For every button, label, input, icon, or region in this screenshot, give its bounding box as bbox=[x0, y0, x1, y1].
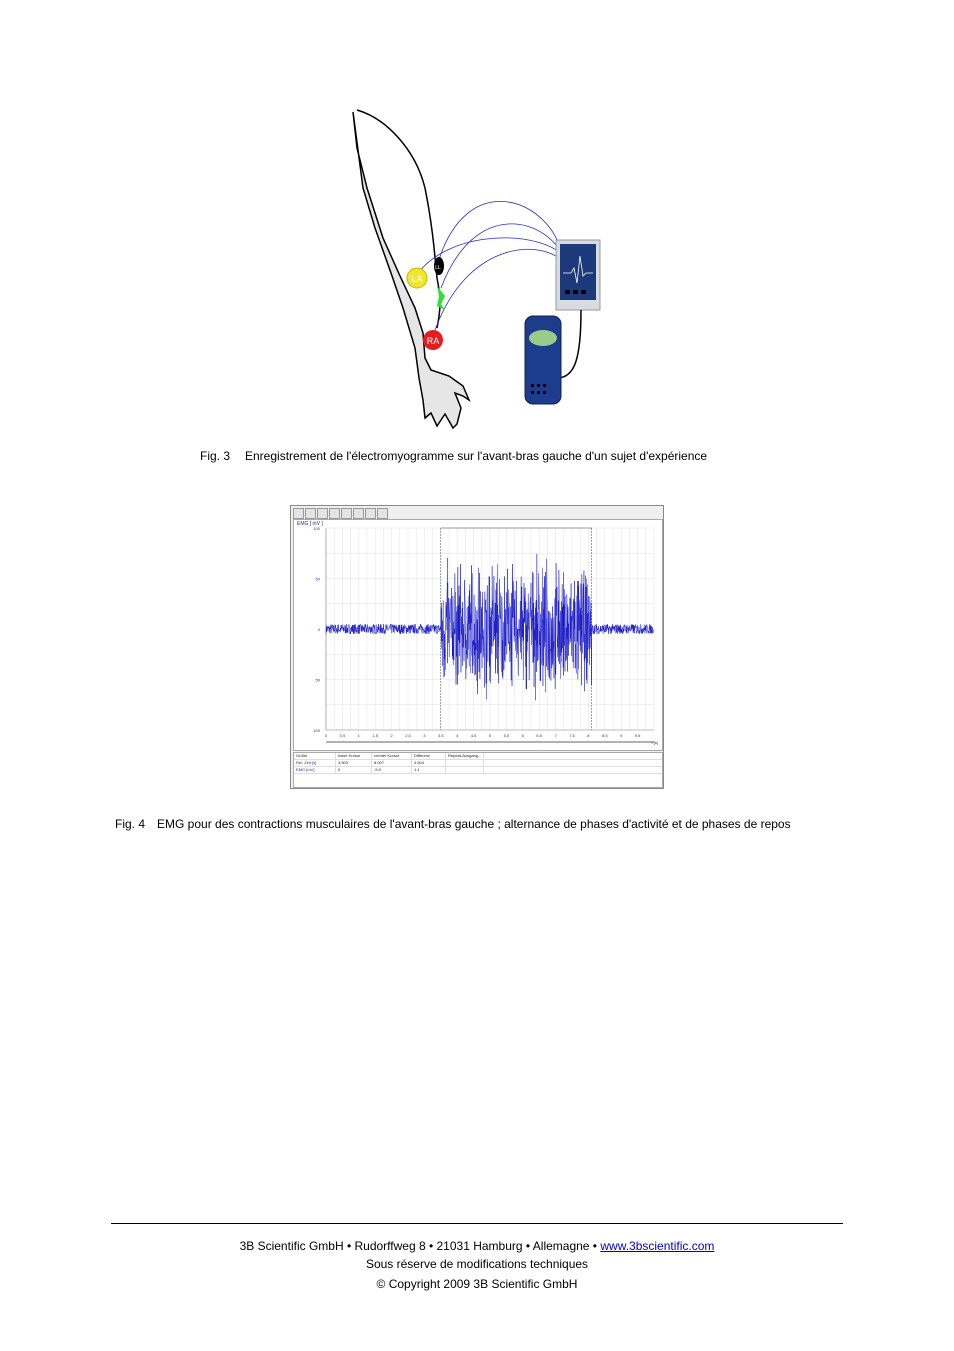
table-cell: Rel. Zeit [s] bbox=[294, 760, 336, 766]
x-tick-label: 2.5 bbox=[405, 733, 411, 738]
y-tick-label: 100 bbox=[313, 526, 320, 531]
x-tick-label: 1 bbox=[357, 733, 360, 738]
x-tick-label: 9.5 bbox=[634, 733, 641, 738]
emg-software-screenshot bbox=[290, 505, 664, 789]
table-cell: 4.504 bbox=[412, 760, 446, 766]
x-tick-label: 5.5 bbox=[503, 733, 510, 738]
toolbar bbox=[293, 508, 388, 518]
green-ground-clip bbox=[437, 286, 445, 310]
cursor-icon[interactable] bbox=[329, 508, 340, 519]
x-tick-label: 5 bbox=[488, 733, 492, 738]
table-cell: linker Kursor bbox=[336, 753, 372, 759]
save-icon[interactable] bbox=[305, 508, 316, 519]
table-cell: Größe bbox=[294, 753, 336, 759]
handheld-data-logger bbox=[525, 316, 561, 404]
x-tick-label: 6.5 bbox=[536, 733, 542, 738]
table-cell: 0 bbox=[336, 767, 372, 773]
x-tick-label: 6 bbox=[521, 733, 524, 738]
electrode-ra-label: RA bbox=[426, 336, 440, 346]
x-tick-label: 7 bbox=[554, 733, 557, 738]
y-tick-label: 50 bbox=[315, 576, 320, 582]
footer-address-line bbox=[111, 1239, 843, 1253]
undo-icon[interactable] bbox=[353, 508, 364, 519]
table-cell: 1.1 bbox=[412, 767, 446, 773]
y-axis-title: EMG [ mV ] bbox=[297, 521, 323, 527]
open-icon[interactable] bbox=[293, 508, 304, 519]
x-tick-label: 4 bbox=[456, 733, 459, 738]
footer-address: 3B Scientific GmbH • Rudorffweg 8 • 21031 Hamburg • Allemagne • bbox=[239, 1239, 598, 1253]
figure-3-number: Fig. 3 bbox=[200, 449, 231, 463]
footer-copyright: © Copyright 2009 3B Scientific GmbH bbox=[376, 1277, 578, 1291]
x-tick-label: 8.5 bbox=[602, 733, 608, 738]
emg-plot-area bbox=[293, 519, 663, 751]
figure-4-caption bbox=[115, 817, 791, 831]
electrode-ll-label: LL bbox=[435, 265, 441, 271]
table-cell: Repeat-Ausgang... bbox=[446, 753, 484, 759]
x-tick-label: 1.5 bbox=[372, 733, 378, 738]
footer-divider bbox=[111, 1223, 843, 1224]
table-cell: EMG [mV] bbox=[294, 767, 336, 773]
cursor-table bbox=[293, 752, 663, 788]
figure-4-number: Fig. 4 bbox=[115, 817, 146, 831]
x-tick-label: 9 bbox=[620, 733, 623, 738]
x-axis-label: t [s] bbox=[651, 740, 658, 745]
zoom-icon[interactable] bbox=[341, 508, 352, 519]
y-tick-label: 100 bbox=[313, 728, 320, 733]
table-row bbox=[294, 767, 662, 774]
arm-electrode-illustration bbox=[345, 108, 610, 434]
footer-website-link[interactable]: www.3bscientific.com bbox=[600, 1239, 715, 1253]
table-header bbox=[294, 753, 662, 760]
x-tick-label: 8 bbox=[587, 733, 590, 738]
figure-3-text: Enregistrement de l'électromyogramme sur l'avant-bras gauche d'un sujet d'expérience bbox=[245, 449, 708, 463]
table-cell: -5.9 bbox=[372, 767, 412, 773]
table-cell: Differenz bbox=[412, 753, 446, 759]
y-tick-label: 0 bbox=[317, 627, 320, 632]
electrode-la-label: LA bbox=[411, 274, 423, 284]
print-icon[interactable] bbox=[317, 508, 328, 519]
emg-chart bbox=[294, 520, 662, 750]
y-tick-label: 50 bbox=[315, 677, 320, 683]
x-tick-label: 4.5 bbox=[470, 733, 477, 738]
figure-4-text: EMG pour des contractions musculaires de l'avant-bras gauche ; alternance de phases d'activité et de phases de repos bbox=[157, 817, 791, 831]
table-cell bbox=[446, 760, 484, 766]
table-row bbox=[294, 760, 662, 767]
x-tick-label: 0 bbox=[324, 733, 328, 738]
table-cell bbox=[446, 767, 484, 773]
table-cell: 8.007 bbox=[372, 760, 412, 766]
table-cell: rechter Kursor bbox=[372, 753, 412, 759]
figure-3-caption bbox=[200, 449, 707, 463]
x-tick-label: 0.5 bbox=[339, 733, 346, 738]
table-cell: 3.503 bbox=[336, 760, 372, 766]
footer-notice: Sous réserve de modifications techniques bbox=[365, 1257, 589, 1271]
x-tick-label: 7.5 bbox=[569, 733, 575, 738]
measure-icon[interactable] bbox=[365, 508, 376, 519]
x-tick-label: 2 bbox=[390, 733, 393, 738]
x-tick-label: 3.5 bbox=[438, 733, 444, 738]
x-tick-label: 3 bbox=[423, 733, 426, 738]
zoom-out-icon[interactable] bbox=[377, 508, 388, 519]
